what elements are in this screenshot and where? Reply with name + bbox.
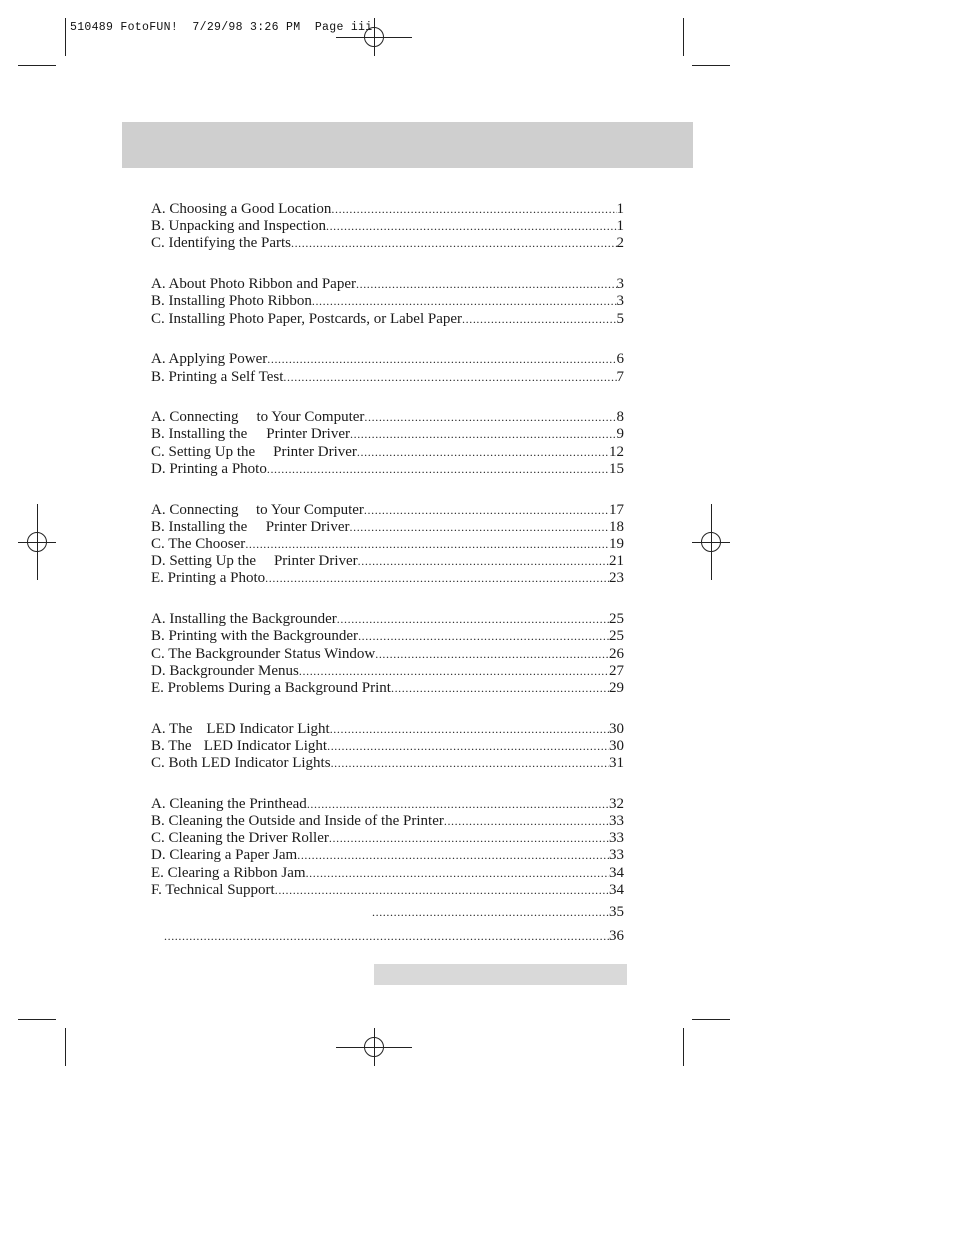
page-number: 15	[609, 460, 624, 477]
toc-entry	[151, 721, 624, 738]
toc-section	[151, 201, 624, 253]
dot-leader	[327, 738, 609, 755]
entry-label-continued: Printer Driver	[266, 426, 350, 443]
toc-entry	[151, 830, 624, 847]
toc-section	[151, 502, 624, 588]
entry-label: B. Installing the	[151, 426, 248, 443]
dot-leader	[245, 536, 609, 553]
toc-entry	[151, 570, 624, 587]
entry-label: C. The Backgrounder Status Window	[151, 645, 376, 662]
dot-leader	[350, 519, 610, 536]
toc-entry	[151, 201, 624, 218]
dot-leader	[291, 235, 617, 252]
page-number: 29	[609, 679, 624, 696]
toc-entry	[151, 502, 624, 519]
toc-entry	[151, 646, 624, 663]
entry-label: D. Printing a Photo	[151, 460, 267, 477]
dot-leader	[331, 201, 616, 218]
dot-leader	[267, 351, 616, 368]
dot-leader	[364, 409, 616, 426]
slug-line: 510489 FotoFUN! 7/29/98 3:26 PM Page iii	[70, 21, 373, 34]
registration-mark-right-circle	[701, 532, 721, 552]
page-number: 33	[609, 813, 624, 830]
page-number: 33	[609, 847, 624, 864]
entry-label-continued: LED Indicator Light	[203, 737, 328, 754]
crop-mark-bottom-left-horizontal	[18, 1019, 56, 1020]
toc-entry	[151, 813, 624, 830]
entry-label: C. Identifying the Parts	[151, 235, 291, 252]
entry-label: A. Connecting	[151, 409, 239, 426]
toc-entry	[151, 865, 624, 882]
entry-label: C. Setting Up the	[151, 443, 256, 460]
toc-entry	[151, 351, 624, 368]
registration-mark-left-circle	[27, 532, 47, 552]
dot-leader	[312, 293, 617, 310]
footer-band	[374, 964, 627, 985]
entry-label: B. Printing a Self Test	[151, 368, 284, 385]
toc-entry	[151, 882, 624, 899]
toc-entry	[151, 796, 624, 813]
toc-entry	[151, 536, 624, 553]
dot-leader	[326, 218, 617, 235]
dot-leader	[356, 276, 617, 293]
dot-leader	[283, 369, 616, 386]
page-number: 8	[616, 409, 624, 426]
entry-label: B. Installing the	[151, 518, 248, 535]
page-number: 30	[609, 737, 624, 754]
entry-label: A. Installing the Backgrounder	[151, 611, 337, 628]
dot-leader	[306, 865, 609, 882]
entry-label: D. Setting Up the	[151, 553, 256, 570]
registration-mark-top-circle	[364, 27, 384, 47]
entry-label: E. Clearing a Ribbon Jam	[151, 864, 306, 881]
dot-leader	[307, 796, 609, 813]
toc-entry	[151, 611, 624, 628]
page-number: 3	[616, 293, 624, 310]
toc-entry	[151, 461, 624, 478]
toc-section	[151, 276, 624, 328]
entry-label-continued: to Your Computer	[256, 409, 365, 426]
page-number: 27	[609, 662, 624, 679]
toc-entry	[151, 847, 624, 864]
crop-mark-top-right-horizontal	[692, 65, 730, 66]
entry-label: D. Backgrounder Menus	[151, 662, 299, 679]
toc-entry	[151, 738, 624, 755]
toc-entry	[151, 276, 624, 293]
entry-label: A. The	[151, 720, 193, 737]
entry-label: A. Cleaning the Printhead	[151, 795, 307, 812]
entry-label: D. Clearing a Paper Jam	[151, 847, 298, 864]
entry-label-continued: LED Indicator Light	[206, 720, 330, 737]
page-number: 32	[609, 795, 624, 812]
dot-leader	[357, 444, 609, 461]
dot-leader	[358, 628, 609, 645]
entry-label: A. Applying Power	[151, 351, 268, 368]
entry-label: B. Cleaning the Outside and Inside of the Printer	[151, 813, 444, 830]
dot-leader	[444, 813, 609, 830]
toc-entry	[151, 519, 624, 536]
toc-entry	[151, 553, 624, 570]
entry-label: C. Cleaning the Driver Roller	[151, 830, 329, 847]
entry-label: E. Problems During a Background Print	[151, 679, 391, 696]
dot-leader	[164, 929, 609, 944]
toc-extra-entry-1	[372, 904, 624, 921]
dot-leader	[275, 882, 609, 899]
crop-mark-bottom-right-vertical	[683, 1028, 684, 1066]
page-number: 1	[616, 201, 624, 217]
dot-leader	[265, 570, 609, 587]
entry-label: A. About Photo Ribbon and Paper	[151, 276, 356, 293]
toc-entry	[151, 680, 624, 697]
page-number: 23	[609, 570, 624, 587]
dot-leader	[330, 721, 609, 738]
toc-entry	[151, 369, 624, 386]
entry-label-continued: Printer Driver	[265, 518, 350, 535]
page-number: 1	[616, 218, 624, 235]
crop-mark-bottom-left-vertical	[65, 1028, 66, 1066]
dot-leader	[358, 553, 609, 570]
entry-label: F. Technical Support	[151, 881, 275, 898]
toc-extra-entry-2	[164, 928, 624, 945]
entry-label: B. Unpacking and Inspection	[151, 218, 326, 235]
entry-label-continued: Printer Driver	[273, 553, 358, 570]
entry-label: C. The Chooser	[151, 536, 246, 552]
toc-entry	[151, 444, 624, 461]
entry-label: B. Printing with the Backgrounder	[151, 628, 359, 645]
page-number: 25	[609, 628, 624, 645]
dot-leader	[462, 311, 616, 328]
entry-label: A. Choosing a Good Location	[151, 201, 332, 217]
crop-mark-top-left-horizontal	[18, 65, 56, 66]
dot-leader	[391, 680, 609, 697]
toc-section	[151, 796, 624, 899]
dot-leader	[337, 611, 609, 628]
toc-entry	[151, 311, 624, 328]
registration-mark-bottom-circle	[364, 1037, 384, 1057]
dot-leader	[350, 426, 617, 443]
entry-label: B. Installing Photo Ribbon	[151, 293, 312, 310]
dot-leader	[375, 646, 609, 663]
entry-label-continued: Printer Driver	[273, 443, 357, 460]
toc-entry	[151, 409, 624, 426]
toc-section	[151, 611, 624, 697]
page-number: 5	[616, 310, 624, 327]
crop-mark-bottom-right-horizontal	[692, 1019, 730, 1020]
page-number: 3	[616, 276, 624, 293]
page-number: 33	[609, 830, 624, 847]
toc-entry	[151, 293, 624, 310]
dot-leader	[299, 663, 609, 680]
page-number: 35	[609, 904, 624, 920]
dot-leader	[297, 847, 609, 864]
toc-section	[151, 351, 624, 385]
page-number: 17	[609, 501, 624, 518]
page-number: 18	[609, 518, 624, 535]
page-number: 36	[609, 928, 624, 944]
page-number: 30	[609, 720, 624, 737]
toc-section	[151, 409, 624, 478]
page-number: 31	[609, 755, 624, 772]
toc-section	[151, 721, 624, 773]
toc-entry	[151, 426, 624, 443]
dot-leader	[267, 461, 609, 478]
dot-leader	[372, 905, 609, 920]
page-number: 7	[616, 368, 624, 385]
header-band	[122, 122, 693, 168]
page-number: 21	[609, 553, 624, 570]
entry-label: A. Connecting	[151, 501, 239, 518]
toc-entry	[151, 218, 624, 235]
toc-entry	[151, 235, 624, 252]
page-number: 2	[616, 235, 624, 252]
page-number: 34	[609, 864, 624, 881]
crop-mark-top-left-vertical	[65, 18, 66, 56]
toc-entry	[151, 755, 624, 772]
page-number: 34	[609, 881, 624, 898]
entry-label: C. Both LED Indicator Lights	[151, 755, 331, 772]
page-number: 26	[609, 645, 624, 662]
crop-mark-top-right-vertical	[683, 18, 684, 56]
entry-label: B. The	[151, 737, 192, 754]
page-number: 19	[609, 536, 624, 552]
page-number: 25	[609, 611, 624, 628]
toc-entry	[151, 663, 624, 680]
entry-label: E. Printing a Photo	[151, 570, 266, 587]
dot-leader	[364, 502, 609, 519]
entry-label: C. Installing Photo Paper, Postcards, or Label Paper	[151, 310, 463, 327]
entry-label-continued: to Your Computer	[255, 501, 364, 518]
page-number: 6	[616, 351, 624, 368]
dot-leader	[331, 755, 609, 772]
table-of-contents	[151, 201, 624, 923]
page-number: 9	[616, 426, 624, 443]
page-number: 12	[609, 443, 624, 460]
toc-entry	[151, 628, 624, 645]
dot-leader	[329, 830, 609, 847]
